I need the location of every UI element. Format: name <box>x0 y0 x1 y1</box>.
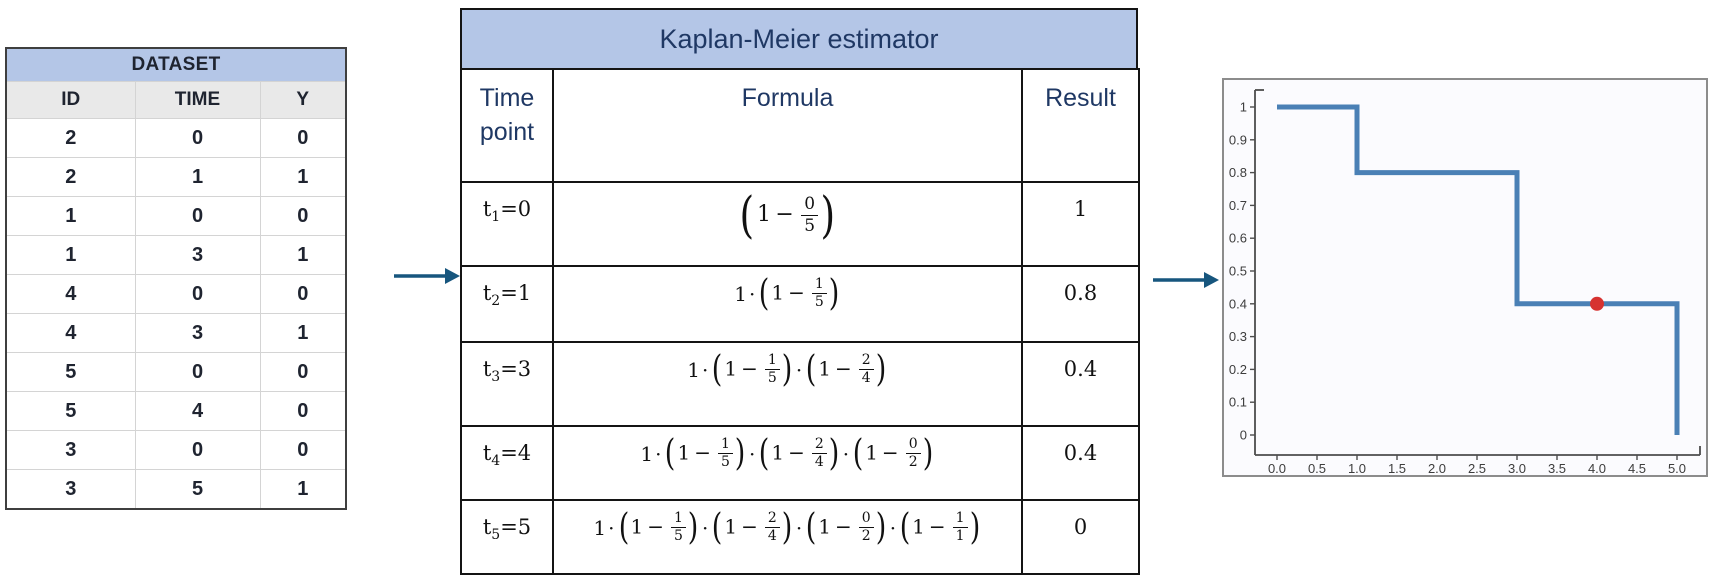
dataset-cell: 1 <box>260 158 346 197</box>
km-col-header-timepoint: Time point <box>461 69 553 182</box>
dataset-cell: 3 <box>6 470 135 510</box>
km-row <box>461 266 1139 342</box>
dataset-row <box>6 314 346 353</box>
km-time-point: $t_5=5$ <box>461 500 553 574</box>
x-tick-label: 3.5 <box>1547 461 1567 475</box>
dataset-table <box>5 47 347 510</box>
y-tick-label: 0.4 <box>1228 296 1247 312</box>
x-tick-label: 2.0 <box>1427 461 1447 475</box>
km-row <box>461 342 1139 426</box>
y-tick-label: 0.5 <box>1228 263 1247 279</box>
km-result: 0.4 <box>1022 342 1139 426</box>
dataset-cell: 5 <box>6 392 135 431</box>
dataset-cell: 0 <box>135 275 260 314</box>
dataset-row <box>6 431 346 470</box>
dataset-row <box>6 353 346 392</box>
y-tick-label: 0.2 <box>1228 361 1247 377</box>
dataset-cell: 2 <box>6 119 135 158</box>
km-col-header-formula: Formula <box>553 69 1022 182</box>
dataset-row <box>6 158 346 197</box>
dataset-title-row <box>6 48 346 82</box>
dataset-row <box>6 275 346 314</box>
dataset-table-head <box>6 48 346 119</box>
y-tick-label: 0.7 <box>1228 197 1247 213</box>
dataset-header-row <box>6 82 346 119</box>
survival-step-line <box>1277 107 1677 435</box>
dataset-title: DATASET <box>6 48 346 82</box>
km-table-head <box>461 69 1139 182</box>
dataset-cell: 0 <box>135 353 260 392</box>
km-estimator-table <box>460 8 1138 575</box>
flow-arrow-dataset-to-estimator <box>391 261 461 291</box>
dataset-cell: 1 <box>6 197 135 236</box>
x-tick-label: 2.5 <box>1467 461 1487 475</box>
dataset-cell: 0 <box>260 431 346 470</box>
dataset-col-header-y: Y <box>260 82 346 119</box>
km-formula: 1 · (1 − $\frac{1}{5}$ ) · (1 − $\frac{2}{4}$ ) · (1 − $\frac{0}{2}$ ) <box>553 426 1022 500</box>
dataset-cell: 1 <box>6 236 135 275</box>
arrow-head-icon <box>445 268 460 284</box>
km-time-point: $t_1=0$ <box>461 182 553 266</box>
dataset-cell: 0 <box>260 275 346 314</box>
km-result: 1 <box>1022 182 1139 266</box>
dataset-cell: 4 <box>135 392 260 431</box>
dataset-cell: 3 <box>135 314 260 353</box>
km-chart-svg <box>1224 80 1706 475</box>
dataset-cell: 3 <box>6 431 135 470</box>
x-tick-label: 3.0 <box>1507 461 1527 475</box>
y-tick-label: 0.9 <box>1228 132 1247 148</box>
x-tick-label: 0.5 <box>1307 461 1327 475</box>
km-time-point: $t_4=4$ <box>461 426 553 500</box>
dataset-cell: 1 <box>260 314 346 353</box>
dataset-cell: 0 <box>135 119 260 158</box>
dataset-cell: 0 <box>260 197 346 236</box>
y-tick-label: 1 <box>1239 99 1247 115</box>
dataset-cell: 4 <box>6 275 135 314</box>
km-survival-chart <box>1222 78 1708 477</box>
km-col-header-result: Result <box>1022 69 1139 182</box>
dataset-row <box>6 197 346 236</box>
km-table-title: Kaplan-Meier estimator <box>460 8 1138 70</box>
dataset-cell: 3 <box>135 236 260 275</box>
x-tick-label: 0.0 <box>1267 461 1287 475</box>
dataset-rows <box>6 119 346 510</box>
y-tick-label: 0 <box>1239 427 1247 443</box>
y-tick-label: 0.6 <box>1228 230 1247 246</box>
y-tick-label: 0.8 <box>1228 165 1247 181</box>
dataset-cell: 2 <box>6 158 135 197</box>
km-result: 0 <box>1022 500 1139 574</box>
km-formula: 1 · (1 − $\frac{1}{5}$ ) <box>553 266 1022 342</box>
y-tick-label: 0.3 <box>1228 329 1247 345</box>
dataset-cell: 0 <box>260 353 346 392</box>
dataset-row <box>6 470 346 510</box>
dataset-cell: 0 <box>260 119 346 158</box>
censored-point-marker <box>1590 297 1604 311</box>
x-tick-label: 4.5 <box>1627 461 1647 475</box>
x-tick-label: 1.0 <box>1347 461 1367 475</box>
km-header-row <box>461 69 1139 182</box>
dataset-col-header-time: TIME <box>135 82 260 119</box>
km-time-point: $t_2=1$ <box>461 266 553 342</box>
km-result: 0.8 <box>1022 266 1139 342</box>
dataset-cell: 0 <box>135 197 260 236</box>
x-tick-label: 4.0 <box>1587 461 1607 475</box>
dataset-cell: 5 <box>6 353 135 392</box>
dataset-cell: 5 <box>135 470 260 510</box>
dataset-cell: 1 <box>260 470 346 510</box>
km-result: 0.4 <box>1022 426 1139 500</box>
dataset-cell: 0 <box>135 431 260 470</box>
dataset-row <box>6 236 346 275</box>
arrow-head-icon <box>1204 272 1219 288</box>
km-formula: 1 · (1 − $\frac{1}{5}$ ) · (1 − $\frac{2}{4}$ ) <box>553 342 1022 426</box>
dataset-cell: 4 <box>6 314 135 353</box>
km-row <box>461 182 1139 266</box>
x-tick-label: 1.5 <box>1387 461 1407 475</box>
dataset-cell: 0 <box>260 392 346 431</box>
flow-arrow-estimator-to-chart <box>1150 265 1220 295</box>
dataset-row <box>6 392 346 431</box>
y-tick-label: 0.1 <box>1228 394 1247 410</box>
km-formula: 1 · (1 − $\frac{1}{5}$ ) · (1 − $\frac{2}{4}$ ) · (1 − $\frac{0}{2}$ ) · (1 − $\frac{1}{1}$ ) <box>553 500 1022 574</box>
km-formula: ( 1 − $\frac{0}{5}$ ) <box>553 182 1022 266</box>
km-row <box>461 426 1139 500</box>
dataset-cell: 1 <box>135 158 260 197</box>
km-rows <box>461 182 1139 574</box>
km-row <box>461 500 1139 574</box>
km-table-grid <box>460 68 1140 575</box>
x-tick-label: 5.0 <box>1667 461 1687 475</box>
dataset-cell: 1 <box>260 236 346 275</box>
dataset-col-header-id: ID <box>6 82 135 119</box>
km-time-point: $t_3=3$ <box>461 342 553 426</box>
dataset-row <box>6 119 346 158</box>
